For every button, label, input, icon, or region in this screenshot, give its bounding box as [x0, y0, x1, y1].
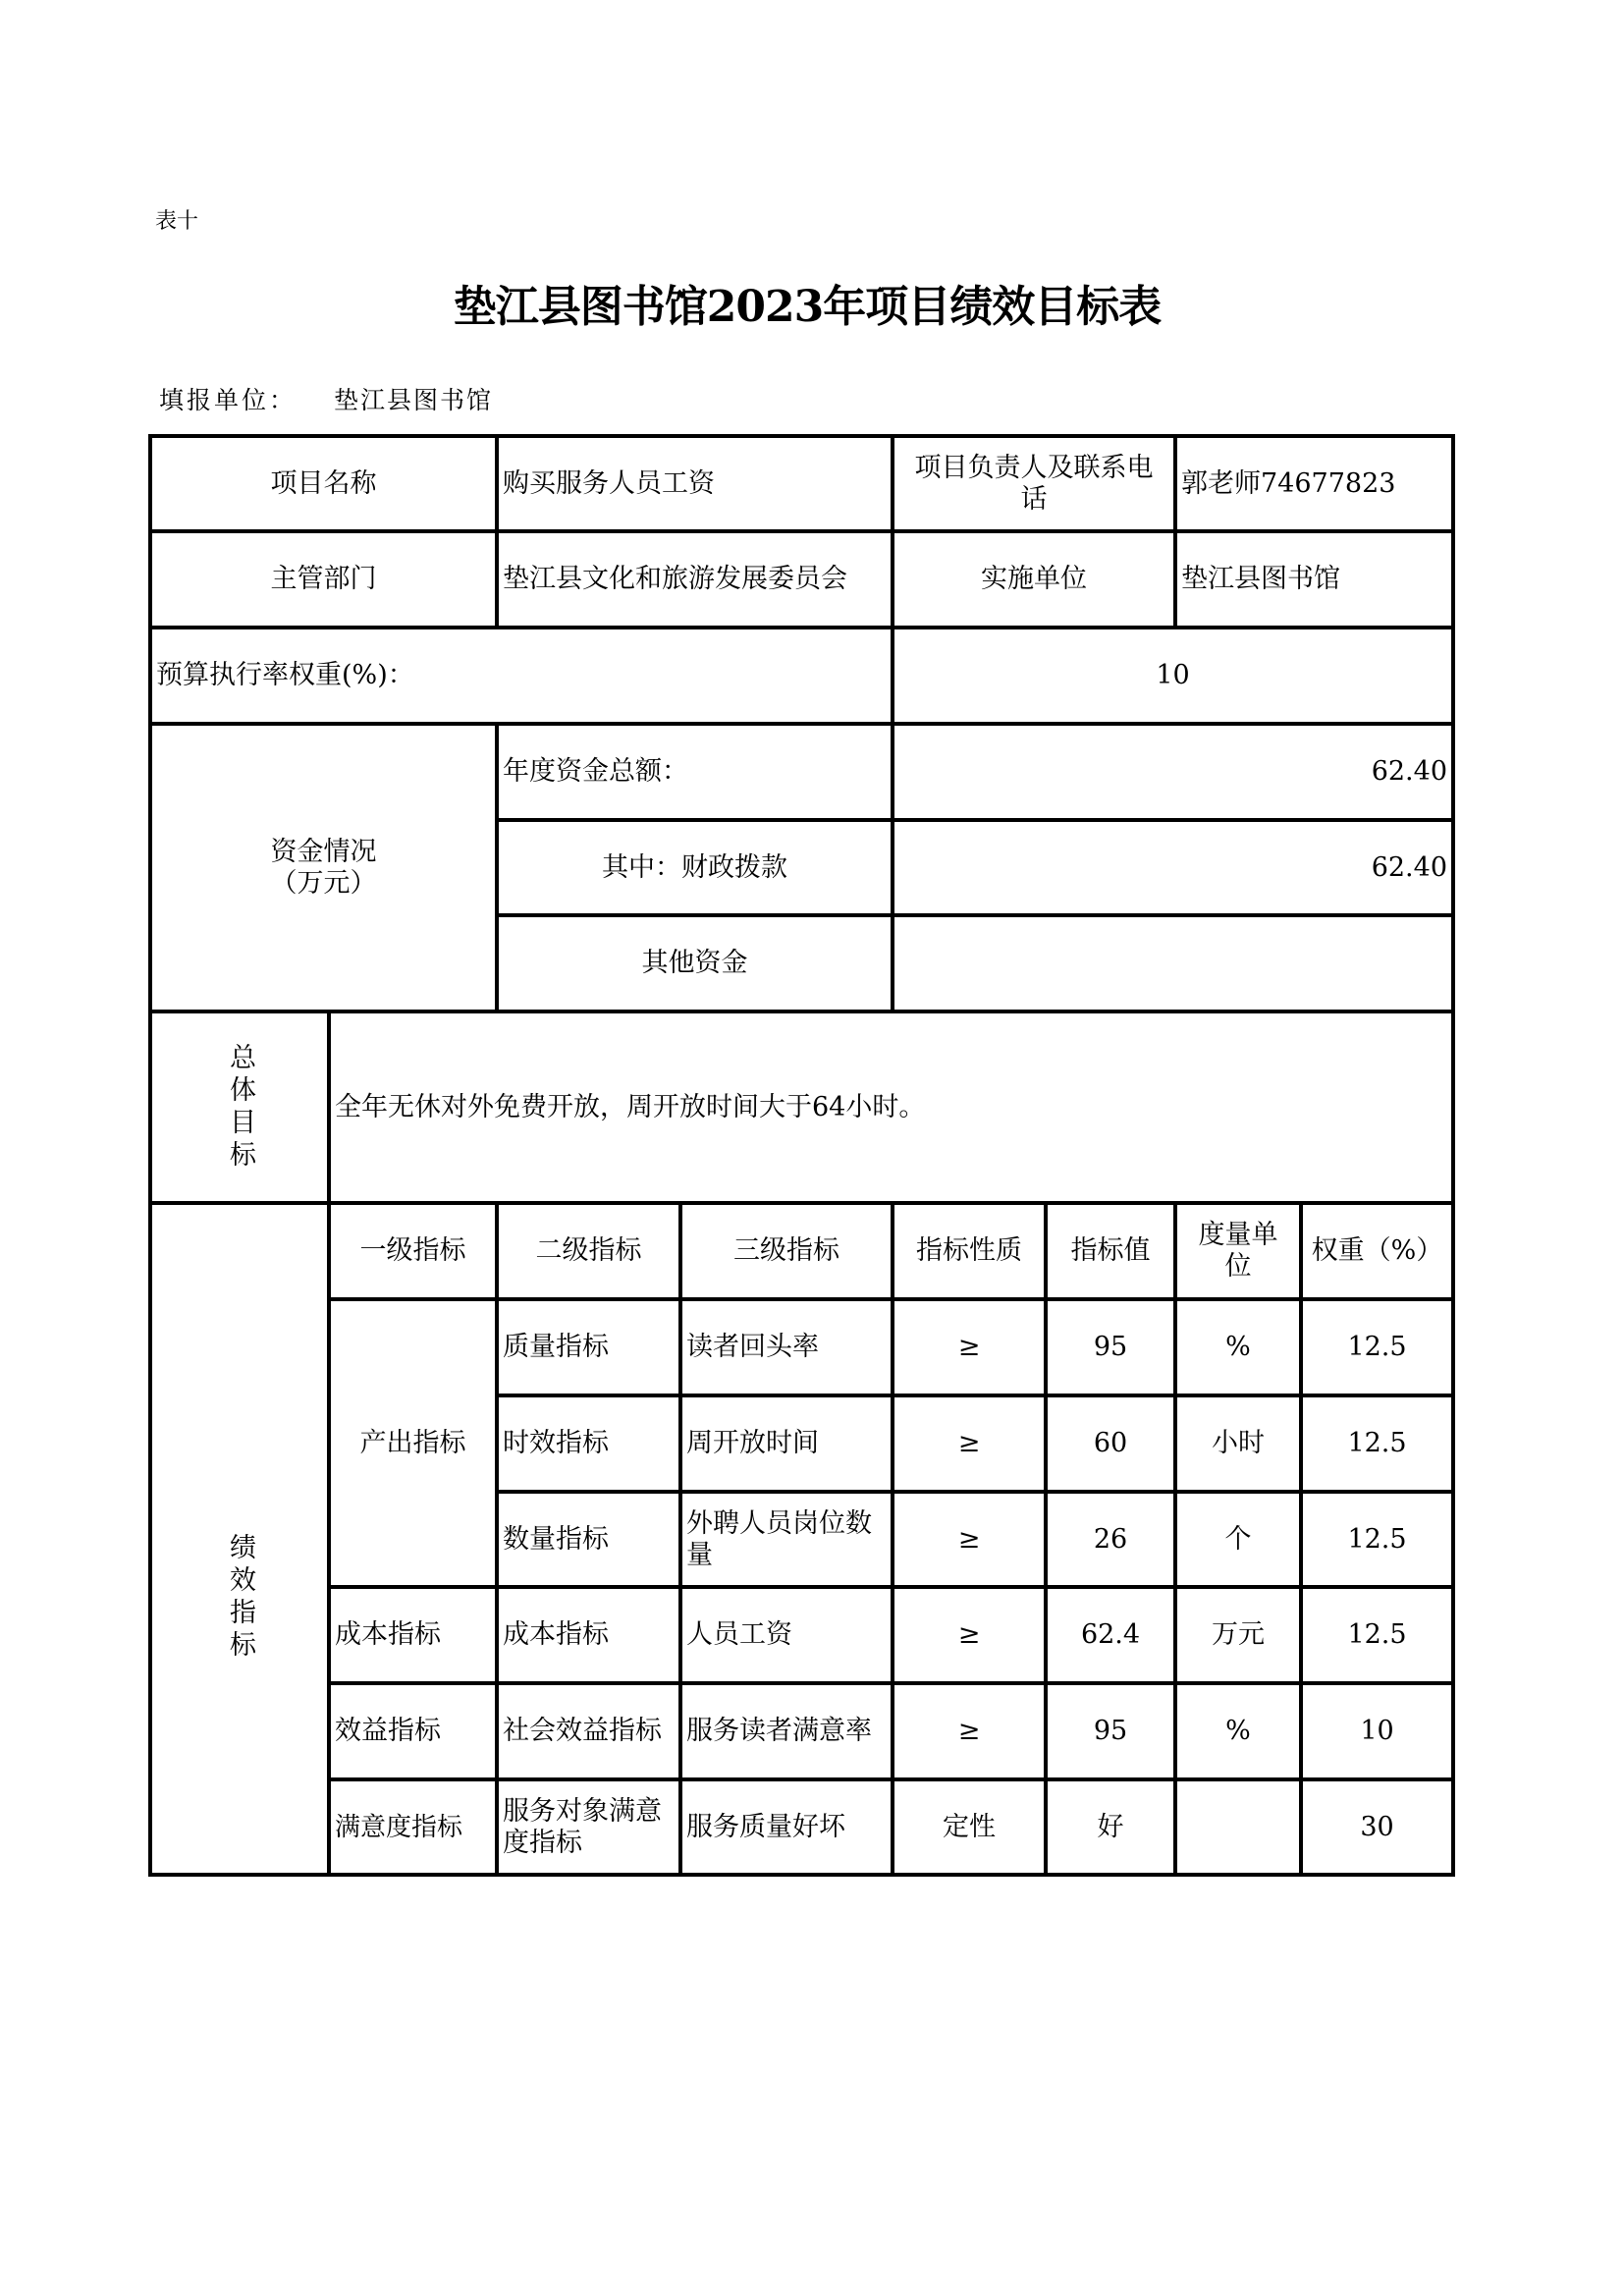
- funds-total-value: 62.40: [891, 722, 1455, 822]
- goal-label-text: 总体目标: [225, 1042, 255, 1173]
- row2-value: 26: [1044, 1490, 1177, 1589]
- row5-unit: [1173, 1777, 1303, 1877]
- row0-weight: 12.5: [1299, 1297, 1455, 1397]
- row5-level3: 服务质量好坏: [678, 1777, 894, 1877]
- row3-level3: 人员工资: [678, 1585, 894, 1685]
- row0-level3: 读者回头率: [678, 1297, 894, 1397]
- row5-value: 好: [1044, 1777, 1177, 1877]
- header-level2: 二级指标: [495, 1201, 682, 1301]
- row1-unit: 小时: [1173, 1394, 1303, 1494]
- page-title-text: 垫江县图书馆2023年项目绩效目标表: [453, 282, 1162, 332]
- impl-value: 垫江县图书馆: [1173, 529, 1455, 629]
- header-nature: 指标性质: [891, 1201, 1048, 1301]
- contact-value: 郭老师74677823: [1173, 434, 1455, 533]
- row3-nature: ≥: [891, 1585, 1048, 1685]
- level1-output: 产出指标: [327, 1297, 499, 1589]
- funds-fiscal-label: 其中：财政拨款: [495, 818, 894, 917]
- row4-value: 95: [1044, 1681, 1177, 1781]
- row1-weight: 12.5: [1299, 1394, 1455, 1494]
- row3-unit: 万元: [1173, 1585, 1303, 1685]
- funds-other-value: [891, 913, 1455, 1013]
- funds-other-label: 其他资金: [495, 913, 894, 1013]
- row4-level1: 效益指标: [327, 1681, 499, 1781]
- funds-total-label: 年度资金总额：: [495, 722, 894, 822]
- page-title: [0, 271, 1624, 334]
- row2-weight: 12.5: [1299, 1490, 1455, 1589]
- row0-level2: 质量指标: [495, 1297, 682, 1397]
- row2-unit: 个: [1173, 1490, 1303, 1589]
- row1-nature: ≥: [891, 1394, 1048, 1494]
- funds-label-line1: 资金情况: [270, 836, 377, 867]
- header-value: 指标值: [1044, 1201, 1177, 1301]
- funds-label-line2: （万元）: [270, 867, 377, 899]
- row3-level1: 成本指标: [327, 1585, 499, 1685]
- budget-rate-label: 预算执行率权重(%)：: [148, 626, 894, 726]
- row5-weight: 30: [1299, 1777, 1455, 1877]
- contact-label: 项目负责人及联系电话: [891, 434, 1177, 533]
- funds-fiscal-value: 62.40: [891, 818, 1455, 917]
- indicators-section-label: [148, 1201, 331, 1877]
- header-level3: 三级指标: [678, 1201, 894, 1301]
- fill-unit-label: 填报单位：: [159, 386, 298, 414]
- project-name-value: 购买服务人员工资: [495, 434, 894, 533]
- row1-level3: 周开放时间: [678, 1394, 894, 1494]
- header-level1: 一级指标: [327, 1201, 499, 1301]
- row4-level3: 服务读者满意率: [678, 1681, 894, 1781]
- funds-label: [148, 722, 499, 1013]
- row4-unit: %: [1173, 1681, 1303, 1781]
- dept-value: 垫江县文化和旅游发展委员会: [495, 529, 894, 629]
- row1-value: 60: [1044, 1394, 1177, 1494]
- row4-level2: 社会效益指标: [495, 1681, 682, 1781]
- row2-nature: ≥: [891, 1490, 1048, 1589]
- indicators-section-label-text: 绩效指标: [225, 1533, 255, 1663]
- row4-nature: ≥: [891, 1681, 1048, 1781]
- row2-level2: 数量指标: [495, 1490, 682, 1589]
- row3-level2: 成本指标: [495, 1585, 682, 1685]
- row3-value: 62.4: [1044, 1585, 1177, 1685]
- row0-unit: %: [1173, 1297, 1303, 1397]
- row5-level1: 满意度指标: [327, 1777, 499, 1877]
- goal-label: [148, 1010, 331, 1205]
- row3-weight: 12.5: [1299, 1585, 1455, 1685]
- impl-label: 实施单位: [891, 529, 1177, 629]
- budget-rate-value: 10: [891, 626, 1455, 726]
- table-number: 表十: [155, 209, 199, 234]
- row5-nature: 定性: [891, 1777, 1048, 1877]
- header-unit: 度量单位: [1173, 1201, 1303, 1301]
- row0-nature: ≥: [891, 1297, 1048, 1397]
- row5-level2: 服务对象满意度指标: [495, 1777, 682, 1877]
- row2-level3: 外聘人员岗位数量: [678, 1490, 894, 1589]
- row4-weight: 10: [1299, 1681, 1455, 1781]
- dept-label: 主管部门: [148, 529, 499, 629]
- header-weight: 权重（%）: [1299, 1201, 1455, 1301]
- goal-text: 全年无休对外免费开放，周开放时间大于64小时。: [327, 1010, 1455, 1205]
- project-name-label: 项目名称: [148, 434, 499, 533]
- row0-value: 95: [1044, 1297, 1177, 1397]
- fill-unit-value: 垫江县图书馆: [334, 386, 494, 414]
- row1-level2: 时效指标: [495, 1394, 682, 1494]
